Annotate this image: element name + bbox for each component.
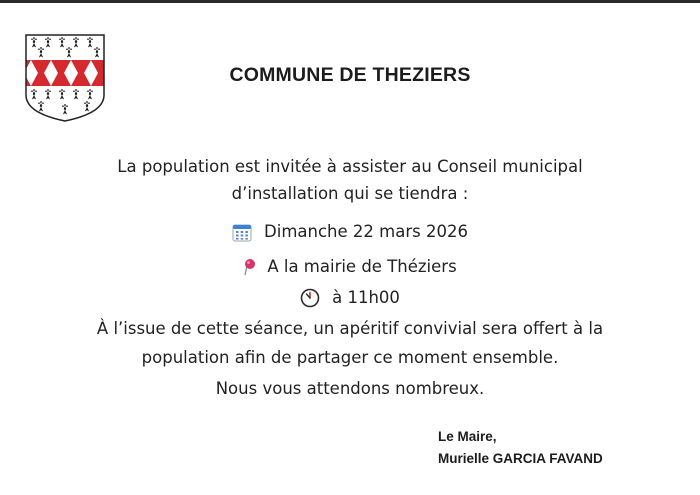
event-place: A la mairie de Théziers — [267, 257, 457, 276]
after-line-2: population afin de partager ce moment ensemble. — [141, 348, 559, 367]
calendar-icon — [232, 222, 252, 242]
time-line — [0, 287, 700, 308]
after-line-1: À l’issue de cette séance, un apéritif convivial sera offert à la — [96, 319, 604, 338]
event-time: à 11h00 — [332, 288, 400, 307]
page-title: COMMUNE DE THEZIERS — [229, 64, 471, 86]
clock-icon — [300, 288, 320, 308]
signature-name: Murielle GARCIA FAVAND — [438, 451, 603, 466]
top-border-rule — [0, 0, 700, 3]
signature-role: Le Maire, — [438, 429, 497, 444]
round-pushpin-icon — [243, 258, 257, 276]
intro-line-1: La population est invitée à assister au Conseil municipal — [117, 157, 583, 176]
place-line — [0, 256, 700, 276]
date-line — [0, 221, 700, 242]
closing-line: Nous vous attendons nombreux. — [215, 379, 485, 398]
signature-block — [438, 426, 603, 470]
event-date: Dimanche 22 mars 2026 — [264, 222, 468, 241]
intro-line-2: d’installation qui se tiendra : — [231, 184, 469, 203]
coat-of-arms-logo — [24, 33, 106, 123]
